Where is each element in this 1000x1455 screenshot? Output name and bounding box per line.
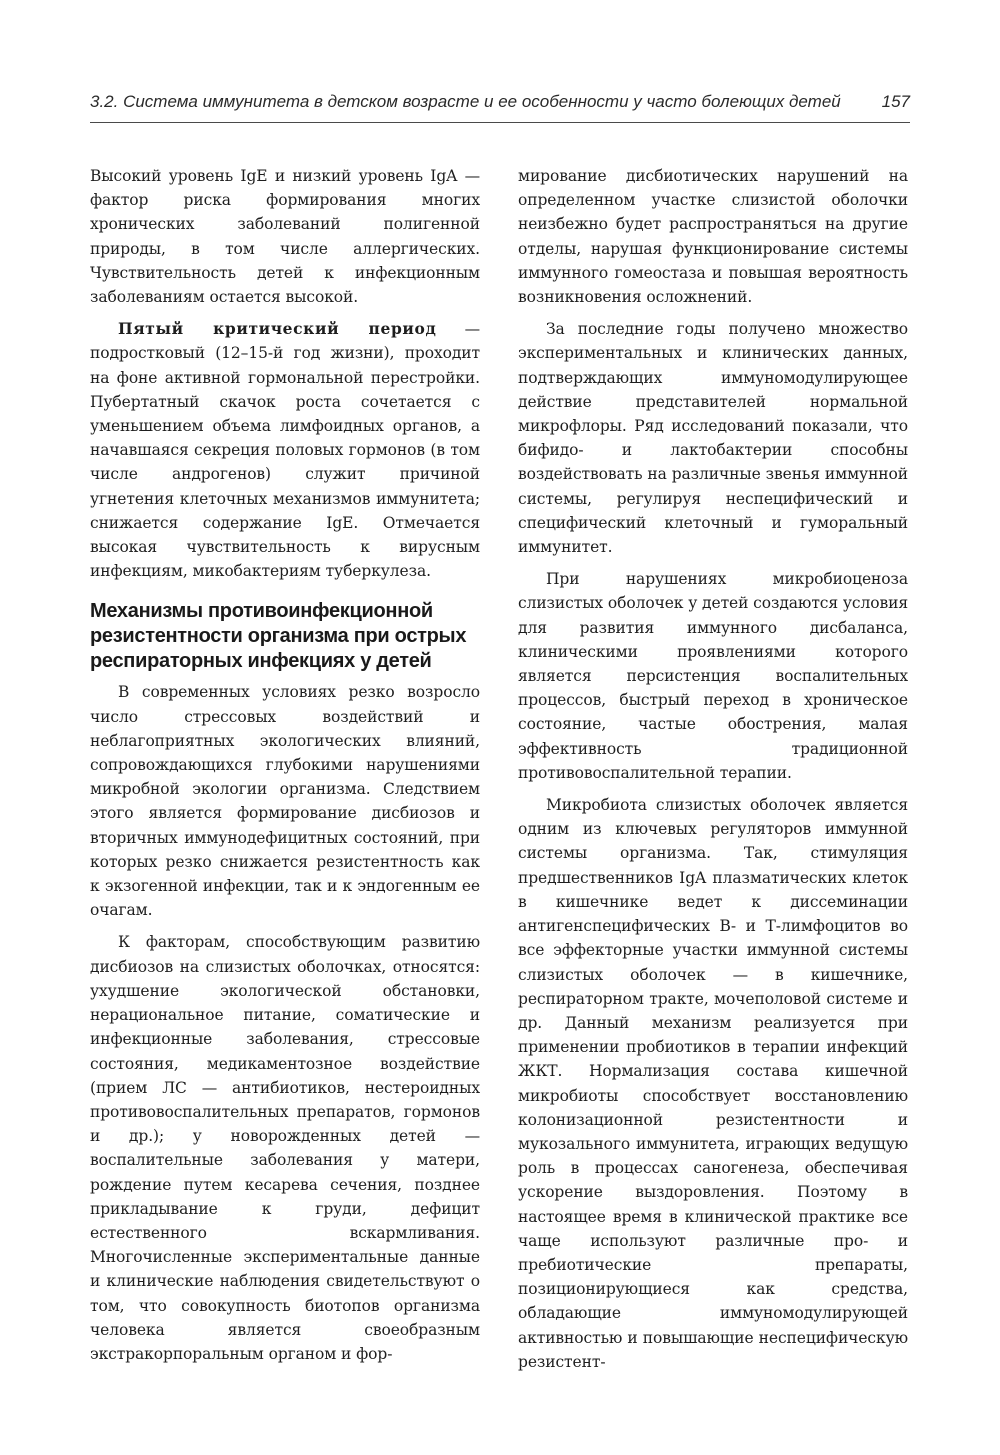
paragraph: В современных условиях резко возросло число стрессовых воздействий и неблагоприятных экологических влияний, сопровождающихся глубокими нарушениями микробной экологии организма. Следствием этого является формирование дисбиозов и вторичных иммунодефицитных состояний, при которых резко снижается резистентность как к экзогенной инфекции, так и к эндогенным ее очагам. bbox=[90, 683, 480, 920]
paragraph: К факторам, способствующим развитию дисбиозов на слизистых оболочках, относятся: ухудшение экологической обстановки, нерациональное питание, соматические и инфекционные заболевания, стрессовые состояния, медикаментозное воздействие (прием ЛС — антибиотиков, нестероидных противовоспалительных препаратов, гормонов и др.); у новорожденных детей — воспалительные заболевания у матери, рождение путем кесарева сечения, позднее прикладывание к груди, дефицит естественного вскармливания. Многочисленные экспериментальные данные и клинические наблюдения свидетельствуют о том, что совокупность биотопов организма человека является своеобразным экстракорпоральным органом и фор- bbox=[90, 933, 480, 1363]
left-column bbox=[90, 164, 480, 1366]
paragraph: Высокий уровень IgE и низкий уровень IgA — фактор риска формирования многих хронических заболеваний полигенной природы, в том числе аллергических. Чувствительность детей к инфекционным заболеваниям остается высокой. bbox=[90, 167, 480, 307]
section-heading: Механизмы противоинфекционной резистентности организма при острых респираторных инфекциях у детей bbox=[90, 600, 467, 673]
paragraph: мирование дисбиотических нарушений на определенном участке слизистой оболочки неизбежно будет распространяться на другие отделы, нарушая функционирование системы иммунного гомеостаза и повышая вероятность возникновения осложнений. bbox=[518, 167, 908, 307]
paragraph: За последние годы получено множество экспериментальных и клинических данных, подтверждающих иммуномодулирующее действие представителей нормальной микрофлоры. Ряд исследований показали, что бифидо- и лактобактерии способны воздействовать на различные звенья иммунной системы, регулируя неспецифический и специфический клеточный и гуморальный иммунитет. bbox=[518, 320, 908, 557]
right-column bbox=[518, 164, 908, 1374]
term-fifth-critical-period: Пятый критический период bbox=[118, 319, 437, 339]
paragraph-text: — подростковый (12–15-й год жизни), проходит на фоне активной гормональной перестройки. Пубертатный скачок роста сочетается с уменьшением объема лимфоидных органов, а начавшаяся секреция половых гормонов (в том числе андрогенов) служит причиной угнетения клеточных механизмов иммунитета; снижается содержание IgE. Отмечается высокая чувствительность к вирусным инфекциям, микобактериям туберкулеза. bbox=[90, 320, 480, 581]
paragraph: Микробиота слизистых оболочек является одним из ключевых регуляторов иммунной системы организма. Так, стимуляция предшественников IgA плазматических клеток в кишечнике ведет к диссеминации антигенспецифических В- и Т-лимфоцитов во все эффекторные участки иммунной системы слизистых оболочек — в кишечнике, респираторном тракте, мочеполовой системе и др. Данный механизм реализуется при применении пробиотиков в терапии инфекций ЖКТ. Нормализация состава кишечной микробиоты способствует восстановлению колонизационной резистентности и мукозального иммунитета, играющих ведущую роль в процессах саногенеза, обеспечивая ускорение выздоровления. Поэтому в настоящее время в клинической практике все чаще используют различные про- и пребиотические препараты, позиционирующиеся как средства, обладающие иммуномодулирующей активностью и повышающие неспецифическую резистент- bbox=[518, 796, 908, 1371]
paragraph: При нарушениях микробиоценоза слизистых оболочек у детей создаются условия для развития иммунного дисбаланса, клиническими проявлениями которого является персистенция воспалительных процессов, быстрый переход в хроническое состояние, частые обострения, малая эффективность традиционной противовоспалительной терапии. bbox=[518, 570, 909, 782]
running-header-title: 3.2. Система иммунитета в детском возрасте и ее особенности у часто болеющих детей bbox=[90, 92, 841, 111]
paragraph-fifth-period bbox=[90, 317, 480, 583]
header-divider bbox=[90, 122, 910, 123]
page-number: 157 bbox=[881, 92, 910, 111]
